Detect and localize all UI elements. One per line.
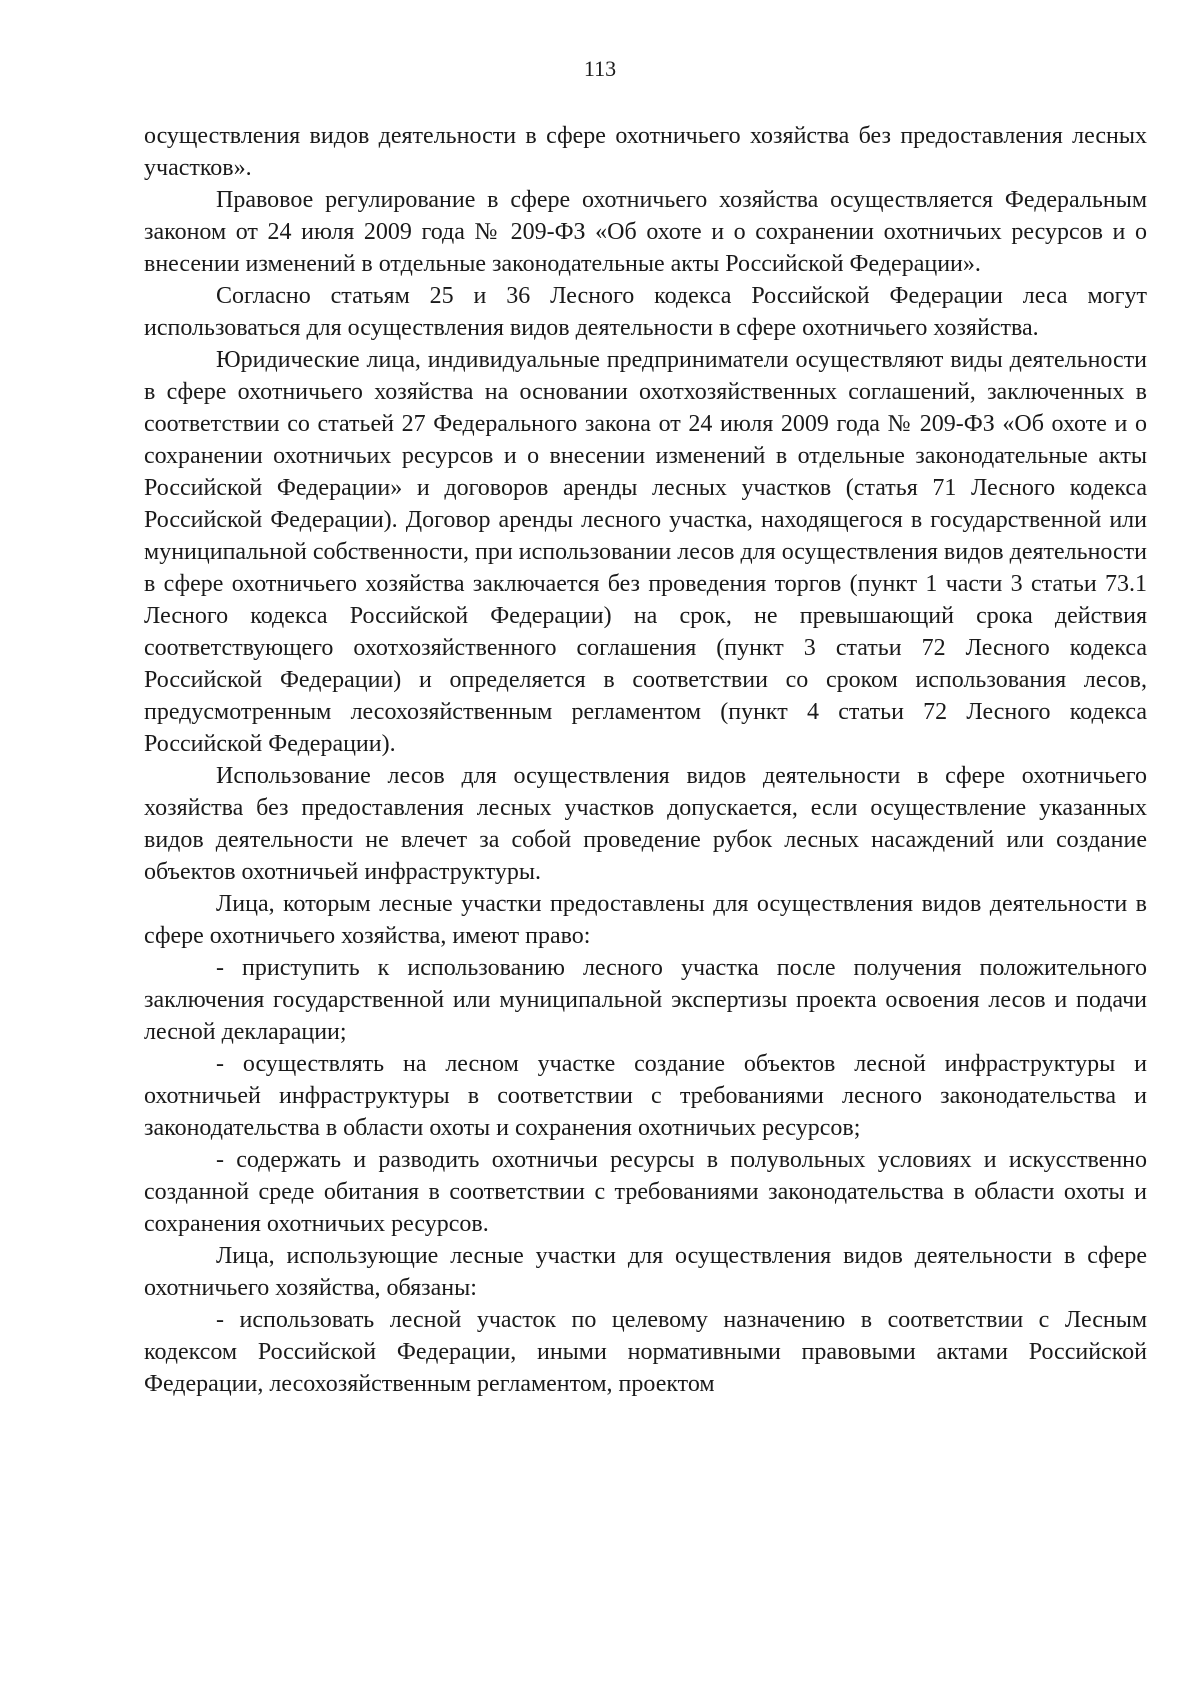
page-number: 113 xyxy=(583,56,617,81)
list-item-obligation-1: - использовать лесной участок по целевому назначению в соответствии с Лесным кодексом Российской Федерации, иными нормативными правовыми актами Российской Федерации, лесохозяйственным регламентом, проектом xyxy=(144,1307,1147,1397)
paragraph-forest-use-without-plots: Использование лесов для осуществления видов деятельности в сфере охотничьего хозяйства без предоставления лесных участков допускается, если осуществление указанных видов деятельности не влечет за собой проведение рубок лесных насаждений или создание объектов охотничьей инфраструктуры. xyxy=(144,763,1147,885)
list-item-right-3: - содержать и разводить охотничьи ресурсы в полувольных условиях и искусственно созданной среде обитания в соответствии с требованиями законодательства в области охоты и сохранения охотничьих ресурсов. xyxy=(144,1147,1147,1237)
list-item-right-2: - осуществлять на лесном участке создание объектов лесной инфраструктуры и охотничьей инфраструктуры в соответствии с требованиями лесного законодательства и законодательства в области охоты и сохранения охотничьих ресурсов; xyxy=(144,1051,1147,1141)
paragraph-rights-intro: Лица, которым лесные участки предоставлены для осуществления видов деятельности в сфере охотничьего хозяйства, имеют право: xyxy=(144,891,1147,949)
paragraph-continuation: осуществления видов деятельности в сфере охотничьего хозяйства без предоставления лесных участков». xyxy=(144,123,1147,181)
paragraph-obligations-intro: Лица, использующие лесные участки для осуществления видов деятельности в сфере охотничьего хозяйства, обязаны: xyxy=(144,1243,1147,1301)
paragraph-forest-code-articles: Согласно статьям 25 и 36 Лесного кодекса Российской Федерации леса могут использоваться для осуществления видов деятельности в сфере охотничьего хозяйства. xyxy=(144,283,1147,341)
list-item-right-1: - приступить к использованию лесного участка после получения положительного заключения государственной или муниципальной экспертизы проекта освоения лесов и подачи лесной декларации; xyxy=(144,955,1147,1045)
document-body xyxy=(144,120,1147,1400)
paragraph-legal-entities: Юридические лица, индивидуальные предприниматели осуществляют виды деятельности в сфере охотничьего хозяйства на основании охотхозяйственных соглашений, заключенных в соответствии со статьей 27 Федерального закона от 24 июля 2009 года № 209-ФЗ «Об охоте и о сохранении охотничьих ресурсов и о внесении изменений в отдельные законодательные акты Российской Федерации» и договоров аренды лесных участков (статья 71 Лесного кодекса Российской Федерации). Договор аренды лесного участка, находящегося в государственной или муниципальной собственности, при использовании лесов для осуществления видов деятельности в сфере охотничьего хозяйства заключается без проведения торгов (пункт 1 части 3 статьи 73.1 Лесного кодекса Российской Федерации) на срок, не превышающий срока действия соответствующего охотхозяйственного соглашения (пункт 3 статьи 72 Лесного кодекса Российской Федерации) и определяется в соответствии со сроком использования лесов, предусмотренным лесохозяйственным регламентом (пункт 4 статьи 72 Лесного кодекса Российской Федерации). xyxy=(144,347,1147,757)
paragraph-legal-regulation: Правовое регулирование в сфере охотничьего хозяйства осуществляется Федеральным законом от 24 июля 2009 года № 209-ФЗ «Об охоте и о сохранении охотничьих ресурсов и о внесении изменений в отдельные законодательные акты Российской Федерации». xyxy=(144,187,1147,277)
